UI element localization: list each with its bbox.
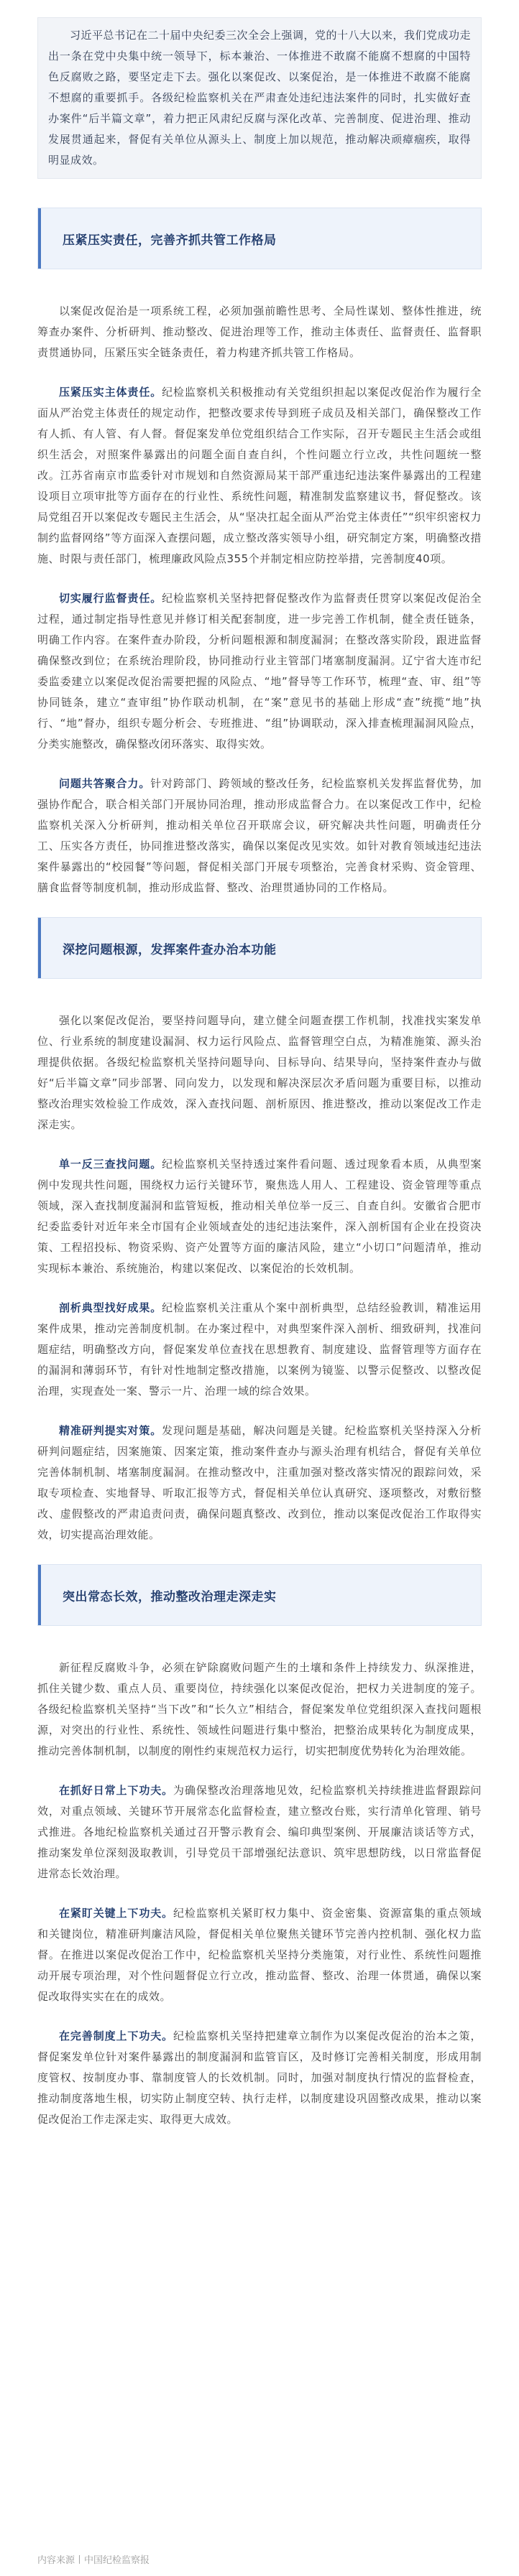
section-accent-bar [38, 1565, 41, 1625]
paragraph [37, 1903, 482, 2007]
paragraph [37, 1657, 482, 1762]
paragraph-body: 以案促改促治是一项系统工程，必须加强前瞻性思考、全局性谋划、整体性推进，统筹查办案件、分析研判、推动整改、促进治理等工作，推动主体责任、监督责任、监督职责贯通协同，压紧压实全链条责任，着力构建齐抓共管工作格局。 [37, 304, 482, 359]
section-heading-3 [37, 1564, 482, 1626]
paragraph-lead: 单一反三查找问题。 [59, 1158, 162, 1171]
paragraph [37, 1010, 482, 1135]
paragraph [37, 588, 482, 755]
paragraph-body: 新征程反腐败斗争，必须在铲除腐败问题产生的土壤和条件上持续发力、纵深推进，抓住关键少数、重点人员、重要岗位，持续强化以案促改促治，把权力关进制度的笼子。各级纪检监察机关坚持“当下改”和“长久立”相结合，督促案发单位党组织深入查找问题根源，对突出的行业性、系统性、领域性问题进行集中整治，把整治成果转化为制度成果，推动完善体制机制，以制度的刚性约束规范权力运行，切实把制度优势转化为治理效能。 [37, 1661, 482, 1757]
paragraph-lead: 精准研判提实对策。 [59, 1424, 162, 1437]
section-heading-2 [37, 917, 482, 979]
paragraph-lead: 剖析典型找好成果。 [59, 1301, 162, 1314]
paragraph [37, 1780, 482, 1884]
section-title: 深挖问题根源，发挥案件查办治本功能 [63, 942, 277, 957]
paragraph [37, 2026, 482, 2130]
paragraph-body: 纪检监察机关坚持把建章立制作为以案促改促治的治本之策，督促案发单位针对案件暴露出的制度漏洞和监管盲区，及时修订完善相关制度，形成用制度管权、按制度办事、靠制度管人的长效机制。同时，加强对制度执行情况的监督检查，推动制度落地生根，切实防止制度空转、执行走样，以制度建设巩固整改成果，推动以案促改促治工作走深走实、取得更大成效。 [37, 2029, 482, 2126]
paragraph-lead: 压紧压实主体责任。 [59, 386, 162, 399]
section-accent-bar [38, 918, 41, 978]
paragraph [37, 773, 482, 898]
paragraph [37, 382, 482, 569]
paragraph [37, 301, 482, 363]
intro-paragraph: 习近平总书记在二十届中央纪委三次全会上强调，党的十八大以来，我们党成功走出一条在党中央集中统一领导下，标本兼治、一体推进不敢腐不能腐不想腐的中国特色反腐败之路，要坚定走下去。强化以案促改、以案促治，是一体推进不敢腐不能腐不想腐的重要抓手。各级纪检监察机关在严肃查处违纪违法案件的同时，扎实做好查办案件“后半篇文章”，着力把正风肃纪反腐与深化改革、完善制度、促进治理、推动发展贯通起来，督促有关单位从源头上、制度上加以规范，推动解决顽瘴痼疾，取得明显成效。 [48, 29, 472, 167]
paragraph-lead: 在抓好日常上下功夫。 [59, 1784, 174, 1797]
paragraph-lead: 切实履行监督责任。 [59, 592, 162, 605]
source-footer: 内容来源丨中国纪检监察报 [37, 2555, 150, 2566]
paragraph-body: 纪检监察机关积极推动有关党组织担起以案促改促治作为履行全面从严治党主体责任的规定动作，把整改要求传导到班子成员及相关部门，确保整改工作有人抓、有人管、有人督。督促案发单位党组织结合工作实际，召开专题民主生活会或组织生活会，对照案件暴露出的问题全面自查自纠，个性问题立行立改，共性问题统一整改。江苏省南京市监委针对市规划和自然资源局某干部严重违纪违法案件暴露出的工程建设项目立项审批等方面存在的行业性、系统性问题，精准制发监察建议书，督促整改。该局党组召开以案促改专题民主生活会，从“坚决扛起全面从严治党主体责任”“织牢织密权力制约监督网络”等方面深入查摆问题，成立整改落实领导小组，研究制定方案，明确整改措施、时限与责任部门，梳理廉政风险点355个并制定相应防控举措，完善制度40项。 [37, 386, 482, 565]
paragraph-body: 纪检监察机关坚持把督促整改作为监督责任贯穿以案促改促治全过程，通过制定指导性意见并修订相关配套制度，进一步完善工作机制，健全责任链条，明确工作内容。在案件查办阶段，分析问题根源和制度漏洞；在整改落实阶段，跟进监督确保整改到位；在系统治理阶段，协同推动行业主管部门堵塞制度漏洞。辽宁省大连市纪委监委建立以案促改促治需要把握的风险点、“地”督导等工作环节，梳理“查、审、组”等协同链条，建立“查审组”协作联动机制，在“案”意见书的基础上形成“查”统揽“地”执行、“地”督办，组织专题分析会、专班推进、“组”协调联动，深入排查梳理漏洞风险点，分类实施整改，确保整改闭环落实、取得实效。 [37, 592, 482, 750]
paragraph-lead: 问题共答聚合力。 [59, 777, 151, 790]
paragraph-body: 纪检监察机关紧盯权力集中、资金密集、资源富集的重点领域和关键岗位，精准研判廉洁风险，督促相关单位聚焦关键环节完善内控机制、强化权力监督。在推进以案促改促治工作中，纪检监察机关坚持分类施策，对行业性、系统性问题推动开展专项治理，对个性问题督促立行立改，推动监督、整改、治理一体贯通，确保以案促改取得实实在在的成效。 [37, 1907, 482, 2003]
paragraph-body: 纪检监察机关注重从个案中剖析典型，总结经验教训，精准运用案件成果，推动完善制度机制。在办案过程中，对典型案件深入剖析、细致研判，找准问题症结，明确整改方向，督促案发单位查找在思想教育、制度建设、监督管理等方面存在的漏洞和薄弱环节，有针对性地制定整改措施，以案例为镜鉴、以警示促整改、以整改促治理，实现查处一案、警示一片、治理一域的综合效果。 [37, 1301, 482, 1398]
paragraph [37, 1420, 482, 1545]
paragraph-body: 强化以案促改促治，要坚持问题导向，建立健全问题查摆工作机制，找准找实案发单位、行业系统的制度建设漏洞、权力运行风险点、监督管理空白点，为精准施策、源头治理提供依据。各级纪检监察机关坚持问题导向、目标导向、结果导向，坚持案件查办与做好“后半篇文章”同步部署、同向发力，以发现和解决深层次矛盾问题为重要目标，以推动整改治理实效检验工作成效，深入查找问题、剖析原因、推进整改，推动以案促改工作走深走实。 [37, 1014, 482, 1131]
paragraph-lead: 在紧盯关键上下功夫。 [59, 1907, 174, 1920]
paragraph-body: 纪检监察机关坚持透过案件看问题、透过现象看本质，从典型案例中发现共性问题，围绕权力运行关键环节，聚焦选人用人、工程建设、资金管理等重点领域，深入查找制度漏洞和监管短板，推动相关单位举一反三、自查自纠。安徽省合肥市纪委监委针对近年来全市国有企业领域查处的违纪违法案件，深入剖析国有企业在投资决策、工程招投标、物资采购、资产处置等方面的廉洁风险，建立“小切口”问题清单，推动实现标本兼治、系统施治，构建以案促改、以案促治的长效机制。 [37, 1158, 482, 1275]
paragraph-lead: 在完善制度上下功夫。 [59, 2029, 174, 2042]
section-title: 压紧压实责任，完善齐抓共管工作格局 [63, 233, 277, 248]
paragraph-body: 为确保整改治理落地见效，纪检监察机关持续推进监督跟踪问效，对重点领域、关键环节开展常态化监督检查，建立整改台账，实行清单化管理、销号式推进。各地纪检监察机关通过召开警示教育会、编印典型案例、开展廉洁谈话等方式，推动案发单位深刻汲取教训，引导党员干部增强纪法意识、筑牢思想防线，以日常监督促进常态长效治理。 [37, 1784, 482, 1880]
paragraph-body: 针对跨部门、跨领域的整改任务，纪检监察机关发挥监督优势，加强协作配合，联合相关部门开展协同治理，推动形成监督合力。在以案促改工作中，纪检监察机关深入分析研判，推动相关单位召开联席会议，研究解决共性问题，明确责任分工、压实各方责任，协同推进整改落实，确保以案促改见实效。如针对教育领域违纪违法案件暴露出的“校园餐”等问题，督促相关部门开展专项整治，完善食材采购、资金管理、膳食监督等制度机制，推动形成监督、整改、治理贯通协同的工作格局。 [37, 777, 482, 894]
paragraph-body: 发现问题是基础，解决问题是关键。纪检监察机关坚持深入分析研判问题症结，因案施策、因案定策，推动案件查办与源头治理有机结合，督促有关单位完善体制机制、堵塞制度漏洞。在推动整改中，注重加强对整改落实情况的跟踪问效，采取专项检查、实地督导、听取汇报等方式，督促相关单位认真研究、逐项整改，对敷衍整改、虚假整改的严肃追责问责，确保问题真整改、改到位，推动以案促改促治工作取得实效，切实提高治理效能。 [37, 1424, 482, 1541]
section-accent-bar [38, 208, 41, 269]
section-title: 突出常态长效，推动整改治理走深走实 [63, 1589, 277, 1604]
intro-box [37, 17, 482, 179]
paragraph [37, 1298, 482, 1402]
paragraph [37, 1154, 482, 1279]
section-heading-1 [37, 208, 482, 269]
